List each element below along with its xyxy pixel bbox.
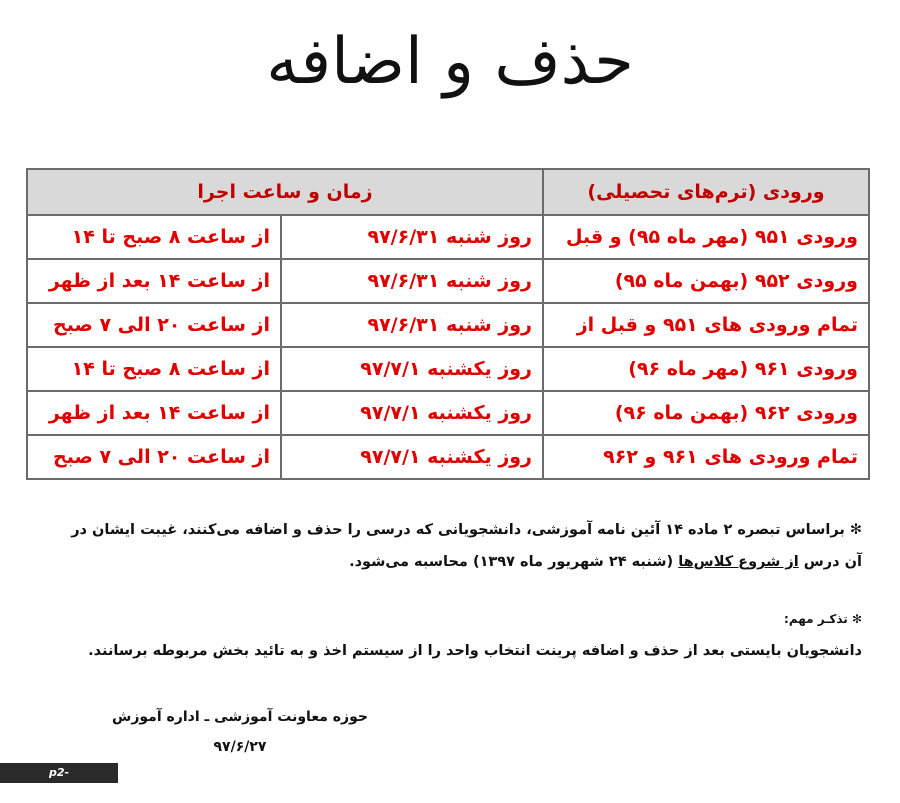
time-cell: از ساعت ۲۰ الی ۷ صبح (27, 303, 281, 347)
day-cell: روز شنبه ۹۷/۶/۳۱ (281, 303, 543, 347)
site-watermark: p2-kerman.tvu.ac.ir (0, 763, 118, 783)
page-title: حذف و اضافه (266, 25, 634, 99)
entry-cell: ورودی ۹۶۱ (مهر ماه ۹۶) (543, 347, 869, 391)
attendance-note-before: آن درس (798, 554, 862, 570)
header-time: زمان و ساعت اجرا (27, 169, 543, 215)
entry-cell: تمام ورودی های ۹۶۱ و ۹۶۲ (543, 435, 869, 479)
time-cell: از ساعت ۸ صبح تا ۱۴ (27, 347, 281, 391)
table-row (27, 435, 869, 479)
signature-office: حوزه معاونت آموزشی ـ اداره آموزش (112, 709, 368, 725)
day-cell: روز یکشنبه ۹۷/۷/۱ (281, 347, 543, 391)
schedule-table (26, 168, 870, 480)
time-cell: از ساعت ۸ صبح تا ۱۴ (27, 215, 281, 259)
important-note-text: دانشجویان بایستی بعد از حذف و اضافه پرینت انتخاب واحد را از سیستم اخذ و به تائید بخش مربوطه برسانند. (88, 643, 862, 659)
entry-cell: ورودی ۹۵۱ (مهر ماه ۹۵) و قبل (543, 215, 869, 259)
signature-block (100, 702, 380, 762)
day-cell: روز یکشنبه ۹۷/۷/۱ (281, 435, 543, 479)
table-row (27, 215, 869, 259)
attendance-note-line2 (32, 546, 862, 578)
time-cell: از ساعت ۱۴ بعد از ظهر (27, 259, 281, 303)
time-cell: از ساعت ۲۰ الی ۷ صبح (27, 435, 281, 479)
entry-cell: ورودی ۹۶۲ (بهمن ماه ۹۶) (543, 391, 869, 435)
day-cell: روز شنبه ۹۷/۶/۳۱ (281, 215, 543, 259)
table-row (27, 347, 869, 391)
table-row (27, 259, 869, 303)
header-entry: ورودی (ترم‌های تحصیلی) (543, 169, 869, 215)
attendance-note (32, 514, 862, 578)
entry-cell: ورودی ۹۵۲ (بهمن ماه ۹۵) (543, 259, 869, 303)
table-header-row (27, 169, 869, 215)
day-cell: روز شنبه ۹۷/۶/۳۱ (281, 259, 543, 303)
time-cell: از ساعت ۱۴ بعد از ظهر (27, 391, 281, 435)
important-note-heading: ✻ تذکـر مهم: (784, 612, 862, 626)
attendance-note-line1: ✻ براساس تبصره ۲ ماده ۱۴ آئین نامه آموزشی، دانشجویانی که درسی را حذف و اضافه می‌کنند، غیبت ایشان در (71, 522, 862, 538)
day-cell: روز یکشنبه ۹۷/۷/۱ (281, 391, 543, 435)
attendance-note-underlined: از شروع کلاس‌ها (678, 554, 799, 570)
entry-cell: تمام ورودی های ۹۵۱ و قبل از (543, 303, 869, 347)
table-row (27, 391, 869, 435)
table-row (27, 303, 869, 347)
attendance-note-after: (شنبه ۲۴ شهریور ماه ۱۳۹۷) محاسبه می‌شود. (349, 554, 679, 570)
signature-date: ۹۷/۶/۲۷ (213, 739, 267, 755)
